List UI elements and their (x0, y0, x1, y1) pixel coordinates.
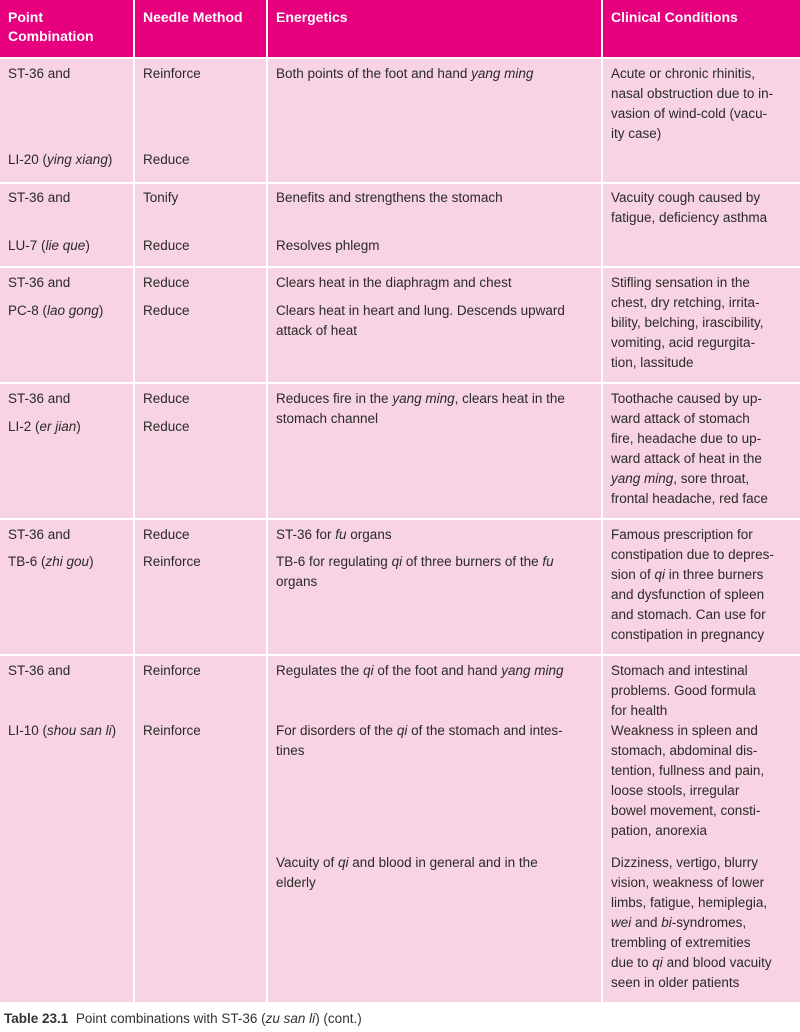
method-cell (135, 268, 266, 382)
method-text: Reduce (143, 419, 190, 434)
point-cell (0, 656, 133, 1002)
point-cell (0, 268, 133, 382)
clinical-text: fire, headache due to up- (611, 431, 762, 446)
point-text: ST-36 and (8, 275, 71, 290)
clinical-text: wei and bi-syndromes, (611, 915, 747, 930)
energetics-text: Clears heat in the diaphragm and chest (276, 275, 512, 290)
point-text: ST-36 and (8, 663, 71, 678)
table-row (0, 59, 800, 182)
table-header (0, 0, 800, 57)
clinical-text: Dizziness, vertigo, blurry (611, 855, 759, 870)
point-text: ST-36 and (8, 527, 71, 542)
point-text: ST-36 and (8, 190, 71, 205)
method-cell (135, 520, 266, 654)
clinical-text: constipation due to depres- (611, 547, 774, 562)
clinical-text: vomiting, acid regurgita- (611, 335, 756, 350)
energetics-cell (268, 656, 601, 1002)
energetics-text: Both points of the foot and hand yang ming (276, 66, 534, 81)
method-text: Reduce (143, 303, 190, 318)
header-clinical-conditions: Clinical Conditions (603, 0, 800, 57)
clinical-text: ity case) (611, 126, 662, 141)
energetics-cell (268, 59, 601, 182)
clinical-text: sion of qi in three burners (611, 567, 764, 582)
clinical-cell (603, 184, 800, 266)
clinical-text: pation, anorexia (611, 823, 708, 838)
point-cell (0, 384, 133, 518)
energetics-text: Reduces fire in the yang ming, clears heat in the (276, 391, 565, 406)
energetics-text: organs (276, 574, 318, 589)
point-text: LI-10 (shou san li) (8, 723, 117, 738)
point-text: LI-2 (er jian) (8, 419, 81, 434)
method-text: Reduce (143, 152, 190, 167)
method-cell (135, 656, 266, 1002)
method-text: Reduce (143, 238, 190, 253)
point-text: ST-36 and (8, 66, 71, 81)
table-row (0, 520, 800, 654)
method-text: Reinforce (143, 663, 201, 678)
table-row (0, 268, 800, 382)
method-text: Reduce (143, 527, 190, 542)
clinical-text: Toothache caused by up- (611, 391, 762, 406)
table-caption (4, 1011, 362, 1026)
point-text: LU-7 (lie que) (8, 238, 90, 253)
clinical-text: constipation in pregnancy (611, 627, 765, 642)
point-text: TB-6 (zhi gou) (8, 554, 94, 569)
energetics-text: stomach channel (276, 411, 379, 426)
clinical-text: and stomach. Can use for (611, 607, 766, 622)
clinical-text: bility, belching, irascibility, (611, 315, 764, 330)
method-cell (135, 184, 266, 266)
clinical-text: nasal obstruction due to in- (611, 86, 774, 101)
method-text: Tonify (143, 190, 179, 205)
header-energetics: Energetics (268, 0, 601, 57)
energetics-text: attack of heat (276, 323, 358, 338)
clinical-text: vasion of wind-cold (vacu- (611, 106, 768, 121)
energetics-text: tines (276, 743, 305, 758)
clinical-cell (603, 268, 800, 382)
clinical-text: limbs, fatigue, hemiplegia, (611, 895, 768, 910)
clinical-text: Weakness in spleen and (611, 723, 758, 738)
clinical-text: tion, lassitude (611, 355, 694, 370)
point-text: LI-20 (ying xiang) (8, 152, 113, 167)
caption-text: Point combinations with ST-36 ( (75, 1011, 266, 1026)
clinical-cell (603, 520, 800, 654)
energetics-text: TB-6 for regulating qi of three burners of the fu (276, 554, 554, 569)
clinical-text: for health (611, 703, 668, 718)
clinical-text: due to qi and blood vacuity (611, 955, 772, 970)
method-text: Reinforce (143, 723, 201, 738)
clinical-text: chest, dry retching, irrita- (611, 295, 760, 310)
clinical-text: Vacuity cough caused by (611, 190, 761, 205)
point-cell (0, 184, 133, 266)
header-needle-method: Needle Method (135, 0, 266, 57)
clinical-text: ward attack of stomach (611, 411, 750, 426)
energetics-text: elderly (276, 875, 316, 890)
clinical-text: fatigue, deficiency asthma (611, 210, 768, 225)
method-text: Reinforce (143, 66, 201, 81)
clinical-text: loose stools, irregular (611, 783, 740, 798)
caption-italic: zu san li (265, 1011, 316, 1026)
method-text: Reinforce (143, 554, 201, 569)
energetics-text: Resolves phlegm (276, 238, 380, 253)
clinical-text: Famous prescription for (611, 527, 753, 542)
energetics-cell (268, 268, 601, 382)
method-cell (135, 384, 266, 518)
clinical-cell (603, 59, 800, 182)
energetics-cell (268, 520, 601, 654)
point-text: ST-36 and (8, 391, 71, 406)
clinical-text: tention, fullness and pain, (611, 763, 765, 778)
method-text: Reduce (143, 275, 190, 290)
caption-end: ) (cont.) (315, 1011, 362, 1026)
point-text: PC-8 (lao gong) (8, 303, 104, 318)
header-point-combination (0, 0, 133, 57)
clinical-text: and dysfunction of spleen (611, 587, 765, 602)
clinical-text: trembling of extremities (611, 935, 751, 950)
clinical-text: Acute or chronic rhinitis, (611, 66, 756, 81)
energetics-text: Clears heat in heart and lung. Descends upward (276, 303, 565, 318)
method-cell (135, 59, 266, 182)
energetics-cell (268, 384, 601, 518)
point-cell (0, 59, 133, 182)
clinical-text: Stifling sensation in the (611, 275, 750, 290)
clinical-text: problems. Good formula (611, 683, 756, 698)
method-text: Reduce (143, 391, 190, 406)
energetics-text: ST-36 for fu organs (276, 527, 392, 542)
table-row (0, 384, 800, 518)
energetics-text: Regulates the qi of the foot and hand yang ming (276, 663, 564, 678)
clinical-text: frontal headache, red face (611, 491, 768, 506)
header-point-line2: Combination (8, 28, 94, 44)
table-row (0, 656, 800, 1002)
clinical-text: bowel movement, consti- (611, 803, 761, 818)
energetics-cell (268, 184, 601, 266)
caption-label: Table 23.1 (4, 1011, 69, 1026)
point-cell (0, 520, 133, 654)
energetics-text: Benefits and strengthens the stomach (276, 190, 503, 205)
energetics-text: Vacuity of qi and blood in general and in the (276, 855, 538, 870)
table-row (0, 184, 800, 266)
clinical-text: Stomach and intestinal (611, 663, 748, 678)
header-point-line1: Point (8, 9, 43, 25)
energetics-text: For disorders of the qi of the stomach and intes- (276, 723, 563, 738)
clinical-text: ward attack of heat in the (611, 451, 762, 466)
clinical-cell (603, 656, 800, 1002)
clinical-text: stomach, abdominal dis- (611, 743, 758, 758)
clinical-text: seen in older patients (611, 975, 740, 990)
clinical-cell (603, 384, 800, 518)
clinical-text: vision, weakness of lower (611, 875, 765, 890)
clinical-text: yang ming, sore throat, (611, 471, 750, 486)
